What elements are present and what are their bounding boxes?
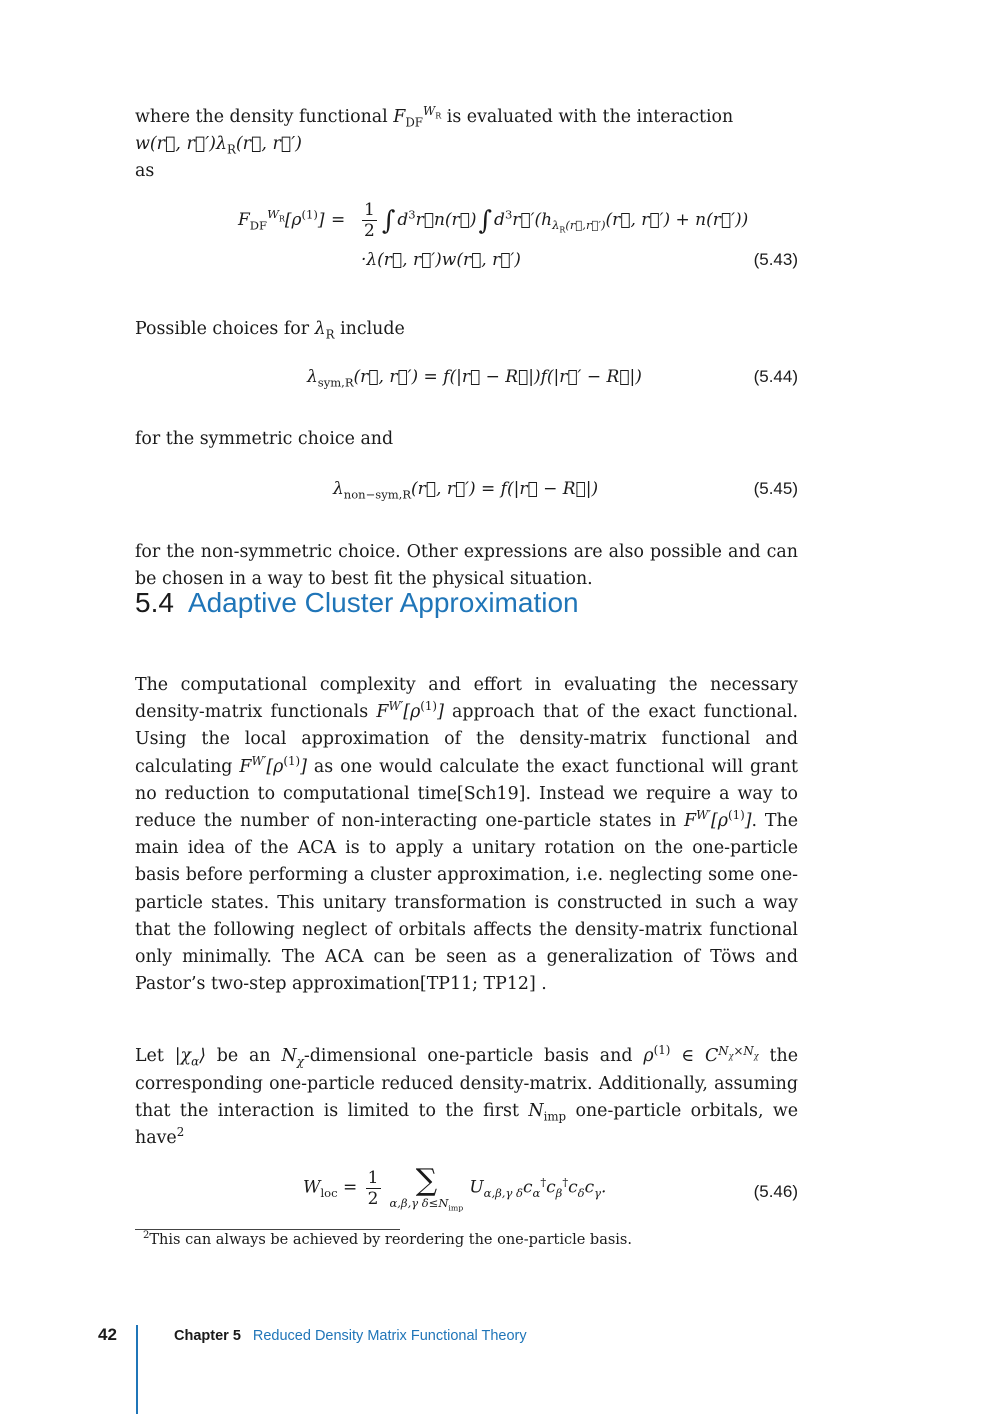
section-number: 5.4 xyxy=(135,587,174,618)
equation-5-46: $W_{loc}$ = $\frac{1}{2}$ ∑ α,β,γ $\delta\le N_{imp}$ $U_{\alpha,\beta,\gamma \delta}c_\alpha^\dagger c_\beta^\dagger c_\delta c_\gamma$. (5.46) xyxy=(303,1163,798,1213)
equation-5-43: $F_{DF}^{W_R}[\rho^{(1)}]$ = $\frac{1}{2}$ ∫ $d^3r⃗n(r⃗)\int$ $d^3r⃗'(h_{\lambda_R(r⃗,r⃗')}(r⃗$, r⃗′) + n(r⃗′)) ·λ(r⃗, r⃗′)w(r⃗, r⃗′) (5.43) xyxy=(238,199,798,270)
section-heading xyxy=(135,587,579,619)
paragraph-choices: Possible choices for $\lambda_R$ include xyxy=(135,318,405,342)
aca-body xyxy=(135,672,798,1240)
paragraph-intro: where the density functional $F_{DF}^{W_R}$ is evaluated with the interaction w(r⃗, $r⃗')\lambda_R(r⃗$, r⃗′) as xyxy=(135,104,734,182)
paragraph-symmetric: for the symmetric choice and xyxy=(135,428,394,449)
paragraph-nonsymmetric: for the non-symmetric choice. Other expressions are also possible and can be chosen in a way to best fit the physical situation. xyxy=(135,542,798,590)
equation-number: (5.43) xyxy=(753,249,798,269)
equation-5-45: $\lambda_{non-sym,R}(r⃗$, r⃗′) = f(|r⃗ − R⃗|) (5.45) xyxy=(333,479,798,502)
footnote-marker[interactable]: 2 xyxy=(176,1125,185,1140)
equation-number: (5.44) xyxy=(753,366,798,386)
page-body xyxy=(135,104,798,593)
math-fdf-w: $F_{DF}^{W_R}$ xyxy=(393,104,442,130)
footer-chapter: Chapter 5 xyxy=(174,1328,241,1344)
equation-number: (5.46) xyxy=(753,1182,798,1202)
paragraph-basis: Let $|\chi_\alpha⟩$ be an $N_\chi$-dimensional one-particle basis and $\rho^{(1)}$ ∈ $C^{N_\chi\times N_\chi}$ the corresponding one-particle reduced density-matrix. Additionally, assuming that the interaction is limited to the first $N_{imp}$ one-particle orbitals, we have$^2$ xyxy=(135,1043,799,1149)
footer-divider xyxy=(136,1325,138,1414)
footnote: $^2$This can always be achieved by reordering the one-particle basis. xyxy=(143,1230,632,1248)
footer-chapter-title: Reduced Density Matrix Functional Theory xyxy=(252,1328,527,1344)
footnote-rule xyxy=(135,1229,400,1230)
running-footer xyxy=(174,1328,527,1344)
equation-number: (5.45) xyxy=(753,479,798,499)
equation-5-44: $\lambda_{sym,R}(r⃗$, r⃗′) = f(|r⃗ − R⃗|)f(|r⃗′ − R⃗|) (5.44) xyxy=(307,366,798,390)
paragraph-aca: The computational complexity and effort in evaluating the necessary density-matrix functionals $F^{W'}[\rho^{(1)}]$ approach that of the exact functional. Using the local approximation of the density-matrix functional and calculating $F^{W'}[\rho^{(1)}]$ as one would calculate the exact functional will grant no reduction to computational time[Sch19]. Instead we require a way to reduce the number of non-interacting one-particle states in $F^{W'}[\rho^{(1)}]$. The main idea of the ACA is to apply a unitary rotation on the one-particle basis before performing a cluster approximation, i.e. neglecting some one-particle states. This unitary transformation is constructed in such a way that the following neglect of orbitals affects the density-matrix functional only minimally. The ACA can be seen as a generalization of Töws and Pastor’s two-step approximation[TP11; TP12] . xyxy=(135,675,799,995)
math-interaction: w(r⃗, $r⃗')\lambda_R(r⃗$, r⃗′) xyxy=(135,134,302,157)
section-title: Adaptive Cluster Approximation xyxy=(187,587,579,618)
page-number: 42 xyxy=(98,1325,117,1344)
